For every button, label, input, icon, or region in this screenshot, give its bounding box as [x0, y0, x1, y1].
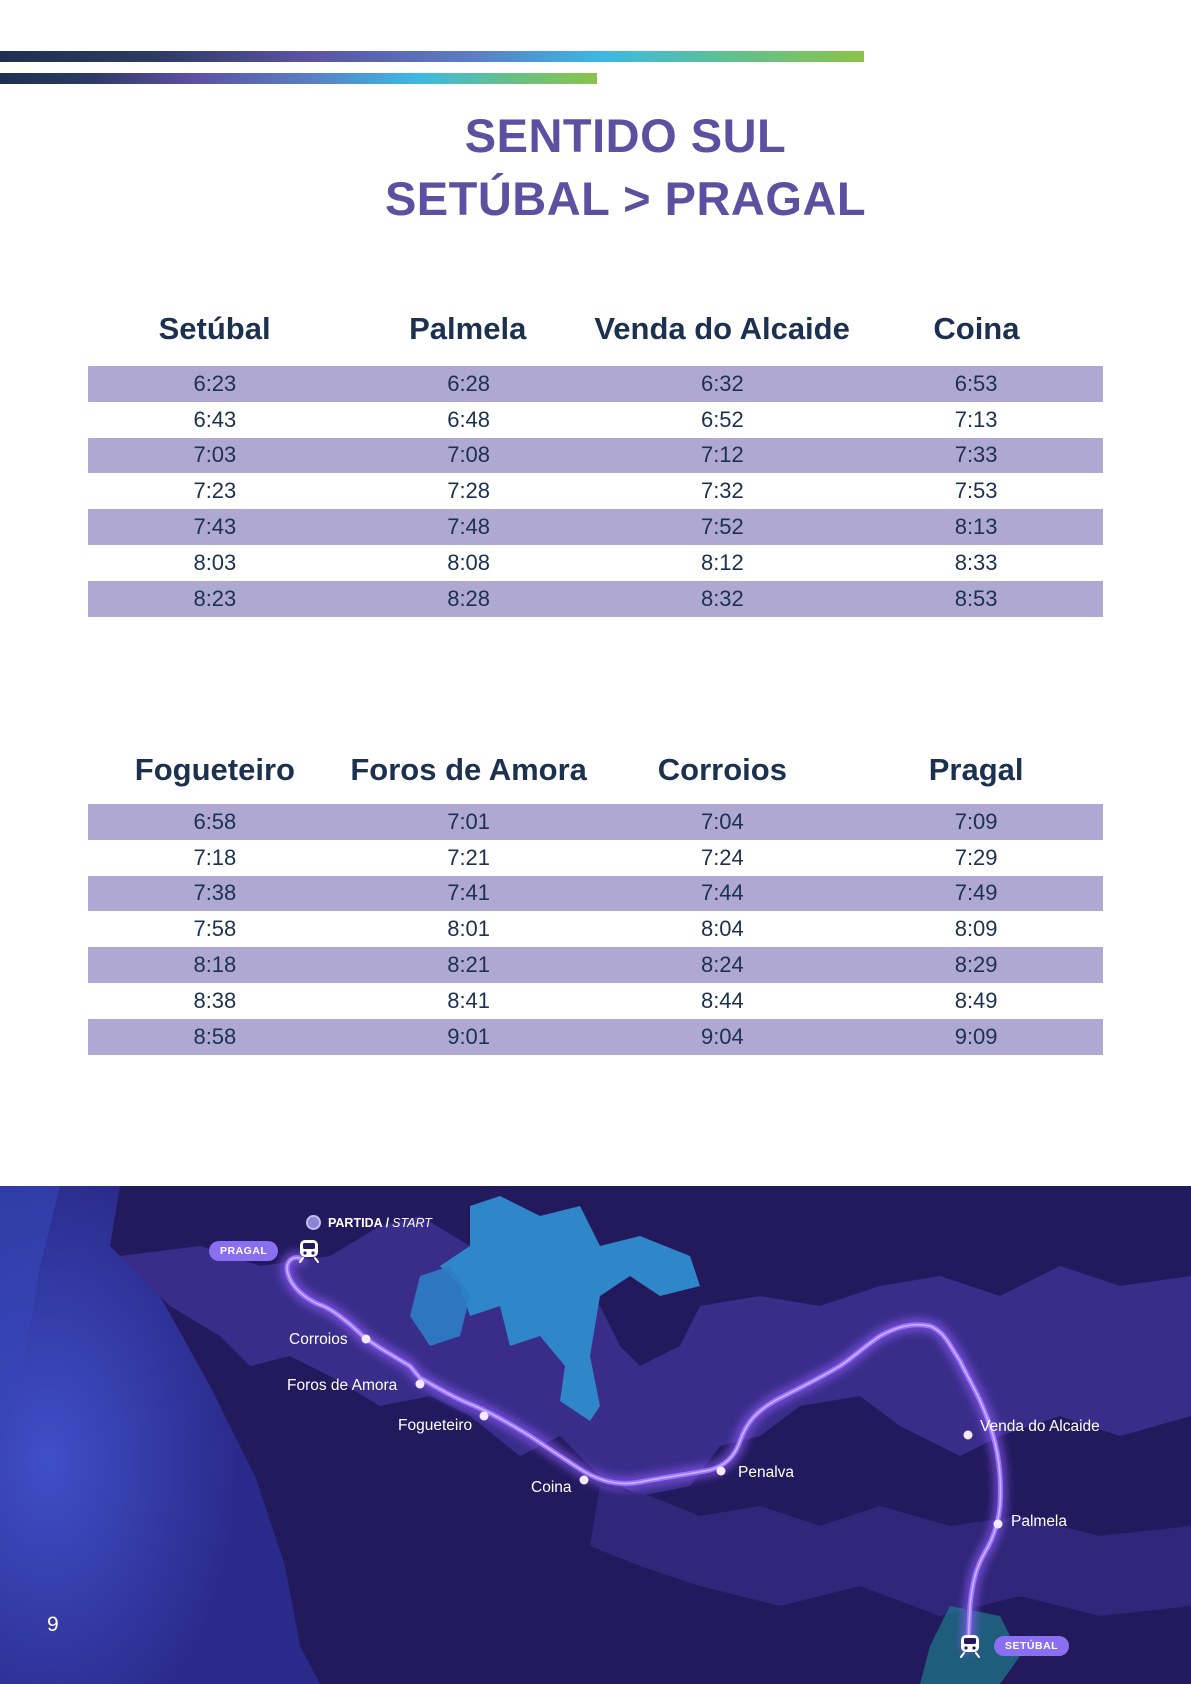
column-header: Fogueteiro	[134, 752, 295, 787]
station-label-corroios: Corroios	[289, 1331, 348, 1348]
destination-badge: SETÚBAL	[994, 1636, 1069, 1656]
time-cell: 8:44	[700, 987, 744, 1013]
station-dot-venda	[964, 1431, 973, 1440]
station-label-foros: Foros de Amora	[287, 1377, 398, 1394]
station-dot-corroios	[362, 1335, 371, 1344]
station-dot-coina	[580, 1476, 589, 1485]
time-cell: 8:53	[954, 585, 998, 611]
train-icon	[959, 1634, 981, 1658]
time-cell: 7:33	[954, 442, 998, 468]
time-cell: 7:48	[447, 514, 491, 540]
time-cell: 8:01	[447, 916, 491, 942]
time-cell: 7:52	[700, 514, 744, 540]
time-cell: 8:28	[447, 585, 491, 611]
time-cell: 8:23	[193, 585, 237, 611]
station-label-coina: Coina	[531, 1479, 572, 1496]
timetable-2	[88, 744, 1103, 1055]
time-cell: 7:12	[700, 442, 744, 468]
time-cell: 7:32	[700, 478, 744, 504]
time-cell: 7:18	[193, 844, 237, 870]
decorative-gradient-bar-bottom	[0, 73, 597, 84]
time-cell: 7:24	[700, 844, 744, 870]
time-cell: 8:33	[954, 549, 998, 575]
time-cell: 7:28	[447, 478, 491, 504]
page-title-direction: SENTIDO SUL	[464, 109, 787, 162]
time-cell: 8:12	[700, 549, 744, 575]
time-cell: 6:43	[193, 406, 237, 432]
time-cell: 6:23	[193, 370, 237, 396]
time-cell: 8:13	[954, 514, 998, 540]
column-header: Venda do Alcaide	[594, 311, 850, 346]
time-cell: 7:44	[700, 880, 744, 906]
table-row	[88, 983, 1103, 1019]
station-label-penalva: Penalva	[738, 1464, 795, 1481]
station-label-fogueteiro: Fogueteiro	[398, 1417, 473, 1434]
time-cell: 6:53	[954, 370, 998, 396]
table-row	[88, 876, 1103, 912]
table-row	[88, 840, 1103, 876]
table-row	[88, 581, 1103, 617]
time-cell: 8:24	[700, 952, 744, 978]
start-label-en: START	[392, 1215, 432, 1230]
origin-badge: PRAGAL	[209, 1241, 278, 1261]
time-cell: 7:04	[700, 808, 744, 834]
time-cell: 8:32	[700, 585, 744, 611]
station-label-venda: Venda do Alcaide	[980, 1418, 1100, 1435]
column-header: Setúbal	[158, 311, 271, 346]
page-number: 9	[47, 1613, 59, 1636]
column-header: Palmela	[409, 311, 527, 346]
time-cell: 7:38	[193, 880, 237, 906]
time-cell: 6:52	[700, 406, 744, 432]
table-row	[88, 402, 1103, 438]
time-cell: 9:09	[954, 1023, 998, 1049]
time-cell: 9:04	[700, 1023, 744, 1049]
time-cell: 7:58	[193, 916, 237, 942]
time-cell: 7:21	[447, 844, 491, 870]
station-dot-foros	[416, 1380, 425, 1389]
time-cell: 8:21	[447, 952, 491, 978]
table-row	[88, 804, 1103, 840]
start-legend	[306, 1215, 432, 1230]
time-cell: 8:41	[447, 987, 491, 1013]
time-cell: 8:18	[193, 952, 237, 978]
time-cell: 7:08	[447, 442, 491, 468]
table-row	[88, 911, 1103, 947]
time-cell: 6:58	[193, 808, 237, 834]
start-marker-icon	[306, 1215, 321, 1230]
column-header: Foros de Amora	[350, 752, 587, 787]
time-cell: 6:28	[447, 370, 491, 396]
time-cell: 9:01	[447, 1023, 491, 1049]
time-cell: 6:32	[700, 370, 744, 396]
time-cell: 8:38	[193, 987, 237, 1013]
time-cell: 8:08	[447, 549, 491, 575]
time-cell: 7:41	[447, 880, 491, 906]
station-dot-palmela	[994, 1520, 1003, 1529]
time-cell: 7:01	[447, 808, 491, 834]
time-cell: 8:58	[193, 1023, 237, 1049]
time-cell: 7:23	[193, 478, 237, 504]
time-cell: 8:49	[954, 987, 998, 1013]
station-dot-fogueteiro	[480, 1412, 489, 1421]
time-cell: 7:03	[193, 442, 237, 468]
table-row	[88, 545, 1103, 581]
page-title-route: SETÚBAL > PRAGAL	[384, 172, 867, 225]
column-header: Pragal	[928, 752, 1024, 787]
time-cell: 7:53	[954, 478, 998, 504]
time-cell: 6:48	[447, 406, 491, 432]
table-row	[88, 1019, 1103, 1055]
table-row	[88, 473, 1103, 509]
table-row	[88, 947, 1103, 983]
decorative-gradient-bar-top	[0, 51, 864, 62]
time-cell: 7:29	[954, 844, 998, 870]
time-cell: 7:43	[193, 514, 237, 540]
time-cell: 8:09	[954, 916, 998, 942]
time-cell: 8:03	[193, 549, 237, 575]
timetable-1	[88, 303, 1103, 617]
timetable-header	[88, 303, 1103, 355]
time-cell: 8:04	[700, 916, 744, 942]
time-cell: 7:49	[954, 880, 998, 906]
column-header: Corroios	[657, 752, 787, 787]
table-row	[88, 509, 1103, 545]
station-dot-penalva	[717, 1467, 726, 1476]
time-cell: 7:13	[954, 406, 998, 432]
timetable-header	[88, 744, 1103, 796]
start-label: PARTIDA /	[328, 1215, 390, 1230]
station-label-palmela: Palmela	[1011, 1513, 1067, 1530]
table-row	[88, 366, 1103, 402]
column-header: Coina	[933, 311, 1020, 346]
time-cell: 8:29	[954, 952, 998, 978]
table-row	[88, 438, 1103, 474]
train-icon	[298, 1239, 320, 1263]
time-cell: 7:09	[954, 808, 998, 834]
